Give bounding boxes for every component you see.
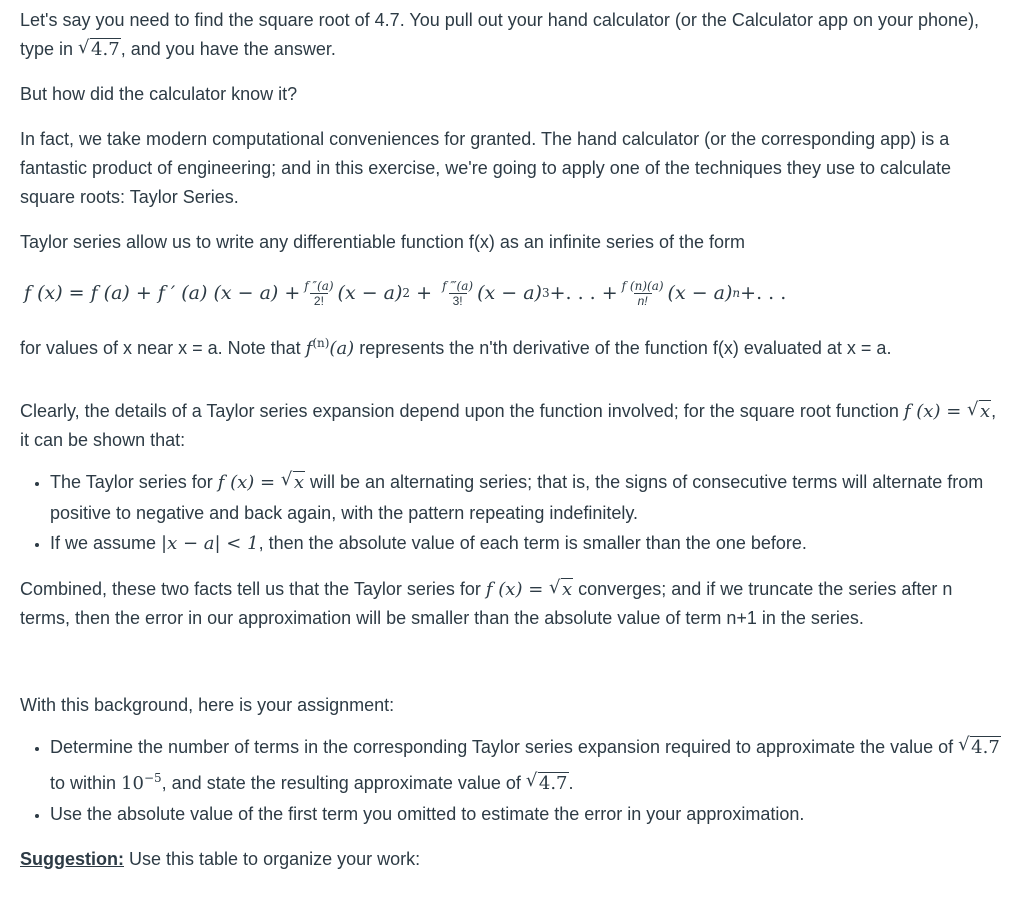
sqrt-4-7: √ 4.7 xyxy=(958,734,1000,758)
combined-paragraph: Combined, these two facts tell us that the Taylor series for f (x) = √ x converges; and if we truncate the series after n terms, then the error in our approximation will be smaller than the absolute value of term n+1 in the series. xyxy=(20,577,953,628)
list-item: • Use the absolute value of the first term you omitted to estimate the error in your approximation. xyxy=(50,799,1004,829)
suggestion-text: Use this table to organize your work: xyxy=(124,849,421,869)
intro-text: Let's say you need to find the square root of 4.7. You pull out your hand calculator (or the Calculator app on your phone), type in xyxy=(20,10,980,59)
sqrt-x: √ x xyxy=(967,399,991,422)
formula-term-2: (x − a) xyxy=(337,282,403,304)
sqrt-x: √ x xyxy=(549,577,573,600)
formula-ellipsis: +. . . + xyxy=(549,282,618,304)
derivative-note-paragraph: for values of x near x = a. Note that $f^{(n)}(a)$ represents the n'th derivative of the function f(x) evaluated at x = a. xyxy=(20,336,892,359)
fraction-term-n: $\frac{f (n)(a)}{n!}$ xyxy=(621,278,664,308)
sqrt-4-7: √ 4.7 xyxy=(78,37,120,60)
fraction-term-2: $\frac{f ''(a)}{2!}$ xyxy=(304,278,334,308)
intro-text-end: , and you have the answer. xyxy=(120,39,336,59)
taylor-formula xyxy=(20,271,1004,315)
facts-list xyxy=(20,467,1004,559)
list-item: • Determine the number of terms in the corresponding Taylor series expansion required to approximate the value of √ 4.7 to within $10^{-5}$, and state the resulting approximate value of √ 4.7. xyxy=(50,732,1004,799)
formula-term-3: (x − a) xyxy=(477,282,542,304)
context-paragraph: In fact, we take modern computational conveniences for granted. The hand calculator (or the corresponding app) is a fantastic product of engineering; and in this exercise, we're going to apply one of the techniques they use to calculate square roots: Taylor Series. xyxy=(20,129,952,207)
question-paragraph: But how did the calculator know it? xyxy=(20,84,298,104)
intro-paragraph xyxy=(20,6,1004,64)
clearly-paragraph: Clearly, the details of a Taylor series expansion depend upon the function involved; for the square root function f (x) = √ x, it can be shown that: xyxy=(20,399,997,450)
sqrt-4-7: √ 4.7 xyxy=(525,770,568,794)
suggestion-paragraph xyxy=(20,845,1004,874)
formula-lhs: f (x) = f (a) + f ′ (a) (x − a) + xyxy=(24,282,301,304)
formula-term-n: (x − a) xyxy=(667,282,733,304)
list-item: • The Taylor series for f (x) = √ x will be an alternating series; that is, the signs of consecutive terms will alternate from positive to negative and back again, with the pattern repeating indefinitely. xyxy=(50,467,1004,528)
suggestion-label: Suggestion: xyxy=(20,849,124,869)
formula-exp-2: 2 xyxy=(402,286,411,300)
assignment-list xyxy=(20,732,1004,829)
formula-end: +. . . xyxy=(740,282,787,304)
formula-exp-3: 3 xyxy=(541,286,550,300)
formula-plus: + xyxy=(410,282,439,304)
list-item: • If we assume |x − a| < 1, then the absolute value of each term is smaller than the one before. xyxy=(50,528,1004,559)
formula-exp-n: n xyxy=(732,286,741,300)
sqrt-x: √ x xyxy=(280,469,304,493)
fraction-term-3: $\frac{f ‴(a)}{3!}$ xyxy=(442,278,474,308)
background-paragraph: With this background, here is your assignment: xyxy=(20,695,395,715)
taylor-intro-paragraph: Taylor series allow us to write any differentiable function f(x) as an infinite series of the form xyxy=(20,232,746,252)
